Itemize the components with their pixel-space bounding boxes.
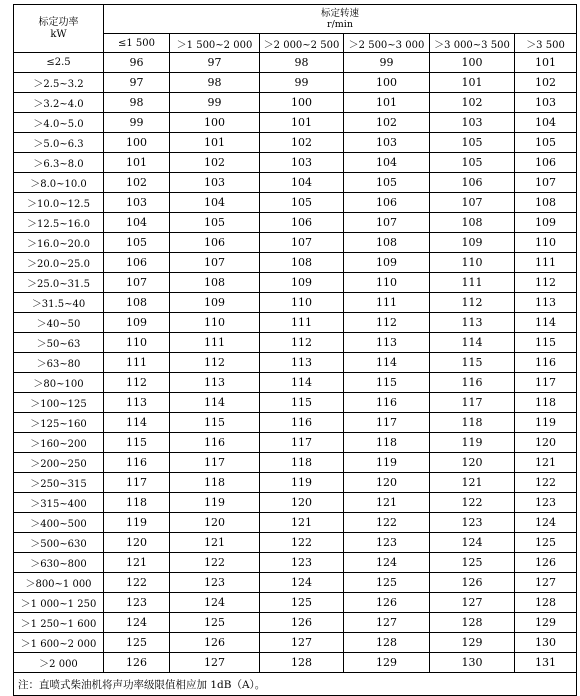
sound-power-value-cell: 112 — [430, 293, 515, 313]
sound-power-value-cell: 116 — [104, 453, 170, 473]
sound-power-value-cell: 121 — [515, 453, 577, 473]
sound-power-value-cell: 116 — [170, 433, 260, 453]
sound-power-value-cell: 107 — [344, 213, 430, 233]
sound-power-value-cell: 118 — [344, 433, 430, 453]
sound-power-value-cell: 116 — [260, 413, 344, 433]
speed-range-header: ＞2 500~3 000 — [344, 34, 430, 53]
power-range-cell: ＞630~800 — [14, 553, 104, 573]
sound-power-value-cell: 98 — [104, 93, 170, 113]
sound-power-value-cell: 115 — [344, 373, 430, 393]
sound-power-value-cell: 126 — [344, 593, 430, 613]
power-range-cell: ＞50~63 — [14, 333, 104, 353]
sound-power-value-cell: 109 — [515, 213, 577, 233]
table-row — [14, 53, 577, 73]
sound-power-value-cell: 106 — [170, 233, 260, 253]
table-row — [14, 113, 577, 133]
power-range-cell: ＞400~500 — [14, 513, 104, 533]
table-row — [14, 213, 577, 233]
sound-power-value-cell: 110 — [104, 333, 170, 353]
sound-power-value-cell: 113 — [170, 373, 260, 393]
sound-power-value-cell: 129 — [430, 633, 515, 653]
sound-power-value-cell: 117 — [260, 433, 344, 453]
sound-power-value-cell: 108 — [430, 213, 515, 233]
sound-power-value-cell: 108 — [170, 273, 260, 293]
table-row — [14, 473, 577, 493]
table-row — [14, 153, 577, 173]
power-range-cell: ＞25.0~31.5 — [14, 273, 104, 293]
power-range-cell: ≤2.5 — [14, 53, 104, 73]
power-range-cell: ＞200~250 — [14, 453, 104, 473]
power-range-cell: ＞800~1 000 — [14, 573, 104, 593]
table-row — [14, 73, 577, 93]
sound-power-value-cell: 100 — [260, 93, 344, 113]
power-range-cell: ＞4.0~5.0 — [14, 113, 104, 133]
sound-power-value-cell: 114 — [104, 413, 170, 433]
sound-power-value-cell: 111 — [170, 333, 260, 353]
sound-power-value-cell: 112 — [170, 353, 260, 373]
sound-power-value-cell: 115 — [260, 393, 344, 413]
power-range-cell: ＞2 000 — [14, 653, 104, 673]
sound-power-value-cell: 114 — [515, 313, 577, 333]
sound-power-value-cell: 108 — [515, 193, 577, 213]
power-range-cell: ＞10.0~12.5 — [14, 193, 104, 213]
sound-power-value-cell: 117 — [170, 453, 260, 473]
power-range-cell: ＞100~125 — [14, 393, 104, 413]
sound-power-value-cell: 123 — [104, 593, 170, 613]
sound-power-value-cell: 109 — [344, 253, 430, 273]
sound-power-value-cell: 104 — [260, 173, 344, 193]
sound-power-value-cell: 130 — [430, 653, 515, 673]
speed-range-header: ＞1 500~2 000 — [170, 34, 260, 53]
sound-power-value-cell: 105 — [344, 173, 430, 193]
sound-power-value-cell: 121 — [344, 493, 430, 513]
power-range-cell: ＞3.2~4.0 — [14, 93, 104, 113]
power-range-cell: ＞160~200 — [14, 433, 104, 453]
sound-power-value-cell: 112 — [515, 273, 577, 293]
sound-power-value-cell: 127 — [344, 613, 430, 633]
sound-power-value-cell: 125 — [430, 553, 515, 573]
sound-power-value-cell: 124 — [430, 533, 515, 553]
sound-power-value-cell: 109 — [260, 273, 344, 293]
sound-power-value-cell: 102 — [170, 153, 260, 173]
sound-power-value-cell: 99 — [260, 73, 344, 93]
table-row — [14, 253, 577, 273]
sound-power-value-cell: 111 — [104, 353, 170, 373]
sound-power-value-cell: 122 — [430, 493, 515, 513]
sound-power-value-cell: 107 — [170, 253, 260, 273]
table-row — [14, 273, 577, 293]
sound-power-value-cell: 97 — [170, 53, 260, 73]
sound-power-value-cell: 111 — [430, 273, 515, 293]
sound-power-value-cell: 120 — [260, 493, 344, 513]
sound-power-value-cell: 102 — [260, 133, 344, 153]
sound-power-value-cell: 101 — [260, 113, 344, 133]
sound-power-value-cell: 114 — [344, 353, 430, 373]
sound-power-value-cell: 129 — [344, 653, 430, 673]
sound-power-value-cell: 123 — [170, 573, 260, 593]
speed-range-header: ＞3 000~3 500 — [430, 34, 515, 53]
table-row — [14, 233, 577, 253]
sound-power-value-cell: 115 — [170, 413, 260, 433]
sound-power-value-cell: 101 — [104, 153, 170, 173]
sound-power-value-cell: 120 — [430, 453, 515, 473]
table-row — [14, 333, 577, 353]
sound-power-value-cell: 106 — [515, 153, 577, 173]
sound-power-value-cell: 126 — [104, 653, 170, 673]
sound-power-value-cell: 102 — [515, 73, 577, 93]
noise-limit-table — [13, 4, 577, 696]
sound-power-value-cell: 129 — [515, 613, 577, 633]
sound-power-value-cell: 120 — [344, 473, 430, 493]
table-row — [14, 553, 577, 573]
sound-power-value-cell: 110 — [260, 293, 344, 313]
sound-power-value-cell: 113 — [515, 293, 577, 313]
sound-power-value-cell: 99 — [344, 53, 430, 73]
sound-power-value-cell: 106 — [430, 173, 515, 193]
table-row — [14, 313, 577, 333]
sound-power-value-cell: 105 — [260, 193, 344, 213]
sound-power-value-cell: 113 — [344, 333, 430, 353]
sound-power-value-cell: 111 — [515, 253, 577, 273]
sound-power-value-cell: 104 — [515, 113, 577, 133]
sound-power-value-cell: 120 — [170, 513, 260, 533]
sound-power-value-cell: 116 — [515, 353, 577, 373]
table-row — [14, 293, 577, 313]
sound-power-value-cell: 102 — [344, 113, 430, 133]
sound-power-value-cell: 113 — [430, 313, 515, 333]
sound-power-value-cell: 116 — [344, 393, 430, 413]
speed-range-header: ＞3 500 — [515, 34, 577, 53]
sound-power-value-cell: 107 — [104, 273, 170, 293]
sound-power-value-cell: 114 — [430, 333, 515, 353]
sound-power-value-cell: 121 — [430, 473, 515, 493]
sound-power-value-cell: 119 — [430, 433, 515, 453]
sound-power-value-cell: 118 — [260, 453, 344, 473]
sound-power-value-cell: 119 — [170, 493, 260, 513]
sound-power-value-cell: 100 — [344, 73, 430, 93]
sound-power-value-cell: 102 — [104, 173, 170, 193]
sound-power-value-cell: 115 — [104, 433, 170, 453]
sound-power-value-cell: 125 — [170, 613, 260, 633]
table-row — [14, 133, 577, 153]
sound-power-value-cell: 125 — [104, 633, 170, 653]
sound-power-value-cell: 115 — [430, 353, 515, 373]
sound-power-value-cell: 105 — [104, 233, 170, 253]
sound-power-value-cell: 101 — [170, 133, 260, 153]
sound-power-value-cell: 101 — [515, 53, 577, 73]
power-range-cell: ＞1 250~1 600 — [14, 613, 104, 633]
sound-power-value-cell: 106 — [260, 213, 344, 233]
sound-power-value-cell: 123 — [260, 553, 344, 573]
table-note: 注：直喷式柴油机将声功率级限值相应加 1dB（A）。 — [14, 673, 577, 696]
sound-power-value-cell: 115 — [515, 333, 577, 353]
table-row — [14, 93, 577, 113]
power-range-cell: ＞125~160 — [14, 413, 104, 433]
table-row — [14, 173, 577, 193]
sound-power-value-cell: 100 — [430, 53, 515, 73]
sound-power-value-cell: 107 — [430, 193, 515, 213]
sound-power-value-cell: 103 — [430, 113, 515, 133]
sound-power-value-cell: 131 — [515, 653, 577, 673]
sound-power-value-cell: 106 — [344, 193, 430, 213]
sound-power-value-cell: 119 — [344, 453, 430, 473]
table-row — [14, 593, 577, 613]
sound-power-value-cell: 125 — [344, 573, 430, 593]
sound-power-value-cell: 121 — [170, 533, 260, 553]
sound-power-value-cell: 124 — [104, 613, 170, 633]
power-range-cell: ＞2.5~3.2 — [14, 73, 104, 93]
sound-power-value-cell: 127 — [260, 633, 344, 653]
sound-power-value-cell: 107 — [260, 233, 344, 253]
sound-power-value-cell: 100 — [170, 113, 260, 133]
sound-power-value-cell: 126 — [260, 613, 344, 633]
power-header-label: 标定功率 — [38, 16, 79, 28]
table-body — [14, 53, 577, 673]
power-range-cell: ＞6.3~8.0 — [14, 153, 104, 173]
table-row — [14, 353, 577, 373]
sound-power-value-cell: 126 — [515, 553, 577, 573]
sound-power-value-cell: 122 — [344, 513, 430, 533]
power-range-cell: ＞1 600~2 000 — [14, 633, 104, 653]
power-header-cell — [14, 5, 104, 53]
sound-power-value-cell: 110 — [515, 233, 577, 253]
sound-power-value-cell: 124 — [344, 553, 430, 573]
sound-power-value-cell: 119 — [260, 473, 344, 493]
sound-power-value-cell: 105 — [170, 213, 260, 233]
power-range-cell: ＞80~100 — [14, 373, 104, 393]
sound-power-value-cell: 104 — [344, 153, 430, 173]
sound-power-value-cell: 99 — [170, 93, 260, 113]
sound-power-value-cell: 124 — [170, 593, 260, 613]
sound-power-value-cell: 112 — [260, 333, 344, 353]
power-range-cell: ＞500~630 — [14, 533, 104, 553]
power-range-cell: ＞250~315 — [14, 473, 104, 493]
speed-header-label: 标定转速 — [321, 8, 360, 19]
sound-power-value-cell: 126 — [170, 633, 260, 653]
sound-power-value-cell: 99 — [104, 113, 170, 133]
sound-power-value-cell: 118 — [515, 393, 577, 413]
sound-power-value-cell: 120 — [515, 433, 577, 453]
sound-power-value-cell: 113 — [104, 393, 170, 413]
sound-power-value-cell: 128 — [344, 633, 430, 653]
sound-power-value-cell: 101 — [344, 93, 430, 113]
sound-power-value-cell: 117 — [104, 473, 170, 493]
sound-power-value-cell: 105 — [430, 133, 515, 153]
sound-power-value-cell: 123 — [430, 513, 515, 533]
sound-power-value-cell: 103 — [170, 173, 260, 193]
sound-power-value-cell: 125 — [515, 533, 577, 553]
sound-power-value-cell: 117 — [344, 413, 430, 433]
sound-power-value-cell: 127 — [515, 573, 577, 593]
sound-power-value-cell: 126 — [430, 573, 515, 593]
sound-power-value-cell: 110 — [344, 273, 430, 293]
sound-power-value-cell: 114 — [260, 373, 344, 393]
power-range-cell: ＞20.0~25.0 — [14, 253, 104, 273]
table-row — [14, 493, 577, 513]
sound-power-value-cell: 112 — [344, 313, 430, 333]
table-row — [14, 413, 577, 433]
sound-power-value-cell: 123 — [515, 493, 577, 513]
sound-power-value-cell: 117 — [430, 393, 515, 413]
sound-power-value-cell: 124 — [515, 513, 577, 533]
sound-power-value-cell: 116 — [430, 373, 515, 393]
power-range-cell: ＞12.5~16.0 — [14, 213, 104, 233]
sound-power-value-cell: 98 — [260, 53, 344, 73]
table-row — [14, 193, 577, 213]
speed-range-header: ＞2 000~2 500 — [260, 34, 344, 53]
sound-power-value-cell: 130 — [515, 633, 577, 653]
power-range-cell: ＞31.5~40 — [14, 293, 104, 313]
sound-power-value-cell: 121 — [104, 553, 170, 573]
sound-power-value-cell: 118 — [170, 473, 260, 493]
sound-power-value-cell: 119 — [515, 413, 577, 433]
sound-power-value-cell: 125 — [260, 593, 344, 613]
power-range-cell: ＞8.0~10.0 — [14, 173, 104, 193]
sound-power-value-cell: 102 — [430, 93, 515, 113]
sound-power-value-cell: 108 — [104, 293, 170, 313]
table-row — [14, 613, 577, 633]
sound-power-value-cell: 114 — [170, 393, 260, 413]
sound-power-value-cell: 101 — [430, 73, 515, 93]
sound-power-value-cell: 128 — [430, 613, 515, 633]
sound-power-value-cell: 103 — [104, 193, 170, 213]
sound-power-value-cell: 119 — [104, 513, 170, 533]
sound-power-value-cell: 97 — [104, 73, 170, 93]
sound-power-value-cell: 105 — [515, 133, 577, 153]
sound-power-value-cell: 128 — [515, 593, 577, 613]
sound-power-value-cell: 103 — [515, 93, 577, 113]
sound-power-value-cell: 110 — [170, 313, 260, 333]
sound-power-value-cell: 122 — [260, 533, 344, 553]
sound-power-value-cell: 111 — [344, 293, 430, 313]
sound-power-value-cell: 127 — [170, 653, 260, 673]
speed-header-unit: r/min — [327, 19, 353, 30]
sound-power-value-cell: 109 — [170, 293, 260, 313]
sound-power-value-cell: 104 — [170, 193, 260, 213]
table-row — [14, 573, 577, 593]
sound-power-value-cell: 117 — [515, 373, 577, 393]
sound-power-value-cell: 98 — [170, 73, 260, 93]
power-range-cell: ＞315~400 — [14, 493, 104, 513]
table-row — [14, 513, 577, 533]
sound-power-value-cell: 118 — [104, 493, 170, 513]
power-range-cell: ＞40~50 — [14, 313, 104, 333]
power-range-cell: ＞1 000~1 250 — [14, 593, 104, 613]
table-row — [14, 533, 577, 553]
sound-power-value-cell: 108 — [260, 253, 344, 273]
note-row — [14, 673, 577, 696]
table-row — [14, 653, 577, 673]
sound-power-value-cell: 110 — [430, 253, 515, 273]
sound-power-value-cell: 109 — [104, 313, 170, 333]
sound-power-value-cell: 105 — [430, 153, 515, 173]
sound-power-value-cell: 111 — [260, 313, 344, 333]
sound-power-value-cell: 118 — [430, 413, 515, 433]
table-row — [14, 453, 577, 473]
sound-power-value-cell: 127 — [430, 593, 515, 613]
sound-power-value-cell: 103 — [260, 153, 344, 173]
power-range-cell: ＞16.0~20.0 — [14, 233, 104, 253]
sound-power-value-cell: 112 — [104, 373, 170, 393]
speed-range-header: ≤1 500 — [104, 34, 170, 53]
sound-power-value-cell: 122 — [170, 553, 260, 573]
table-row — [14, 433, 577, 453]
power-range-cell: ＞63~80 — [14, 353, 104, 373]
sound-power-value-cell: 104 — [104, 213, 170, 233]
sound-power-value-cell: 122 — [515, 473, 577, 493]
table-row — [14, 393, 577, 413]
power-range-cell: ＞5.0~6.3 — [14, 133, 104, 153]
sound-power-value-cell: 124 — [260, 573, 344, 593]
sound-power-value-cell: 123 — [344, 533, 430, 553]
sound-power-value-cell: 107 — [515, 173, 577, 193]
power-header-unit: kW — [50, 28, 67, 40]
sound-power-value-cell: 103 — [344, 133, 430, 153]
sound-power-value-cell: 128 — [260, 653, 344, 673]
speed-header-cell — [104, 5, 577, 34]
table-row — [14, 633, 577, 653]
sound-power-value-cell: 109 — [430, 233, 515, 253]
noise-limit-table-container — [13, 4, 576, 696]
sound-power-value-cell: 108 — [344, 233, 430, 253]
sound-power-value-cell: 120 — [104, 533, 170, 553]
table-row — [14, 373, 577, 393]
sound-power-value-cell: 106 — [104, 253, 170, 273]
sound-power-value-cell: 113 — [260, 353, 344, 373]
sound-power-value-cell: 100 — [104, 133, 170, 153]
sound-power-value-cell: 122 — [104, 573, 170, 593]
sound-power-value-cell: 121 — [260, 513, 344, 533]
sound-power-value-cell: 96 — [104, 53, 170, 73]
